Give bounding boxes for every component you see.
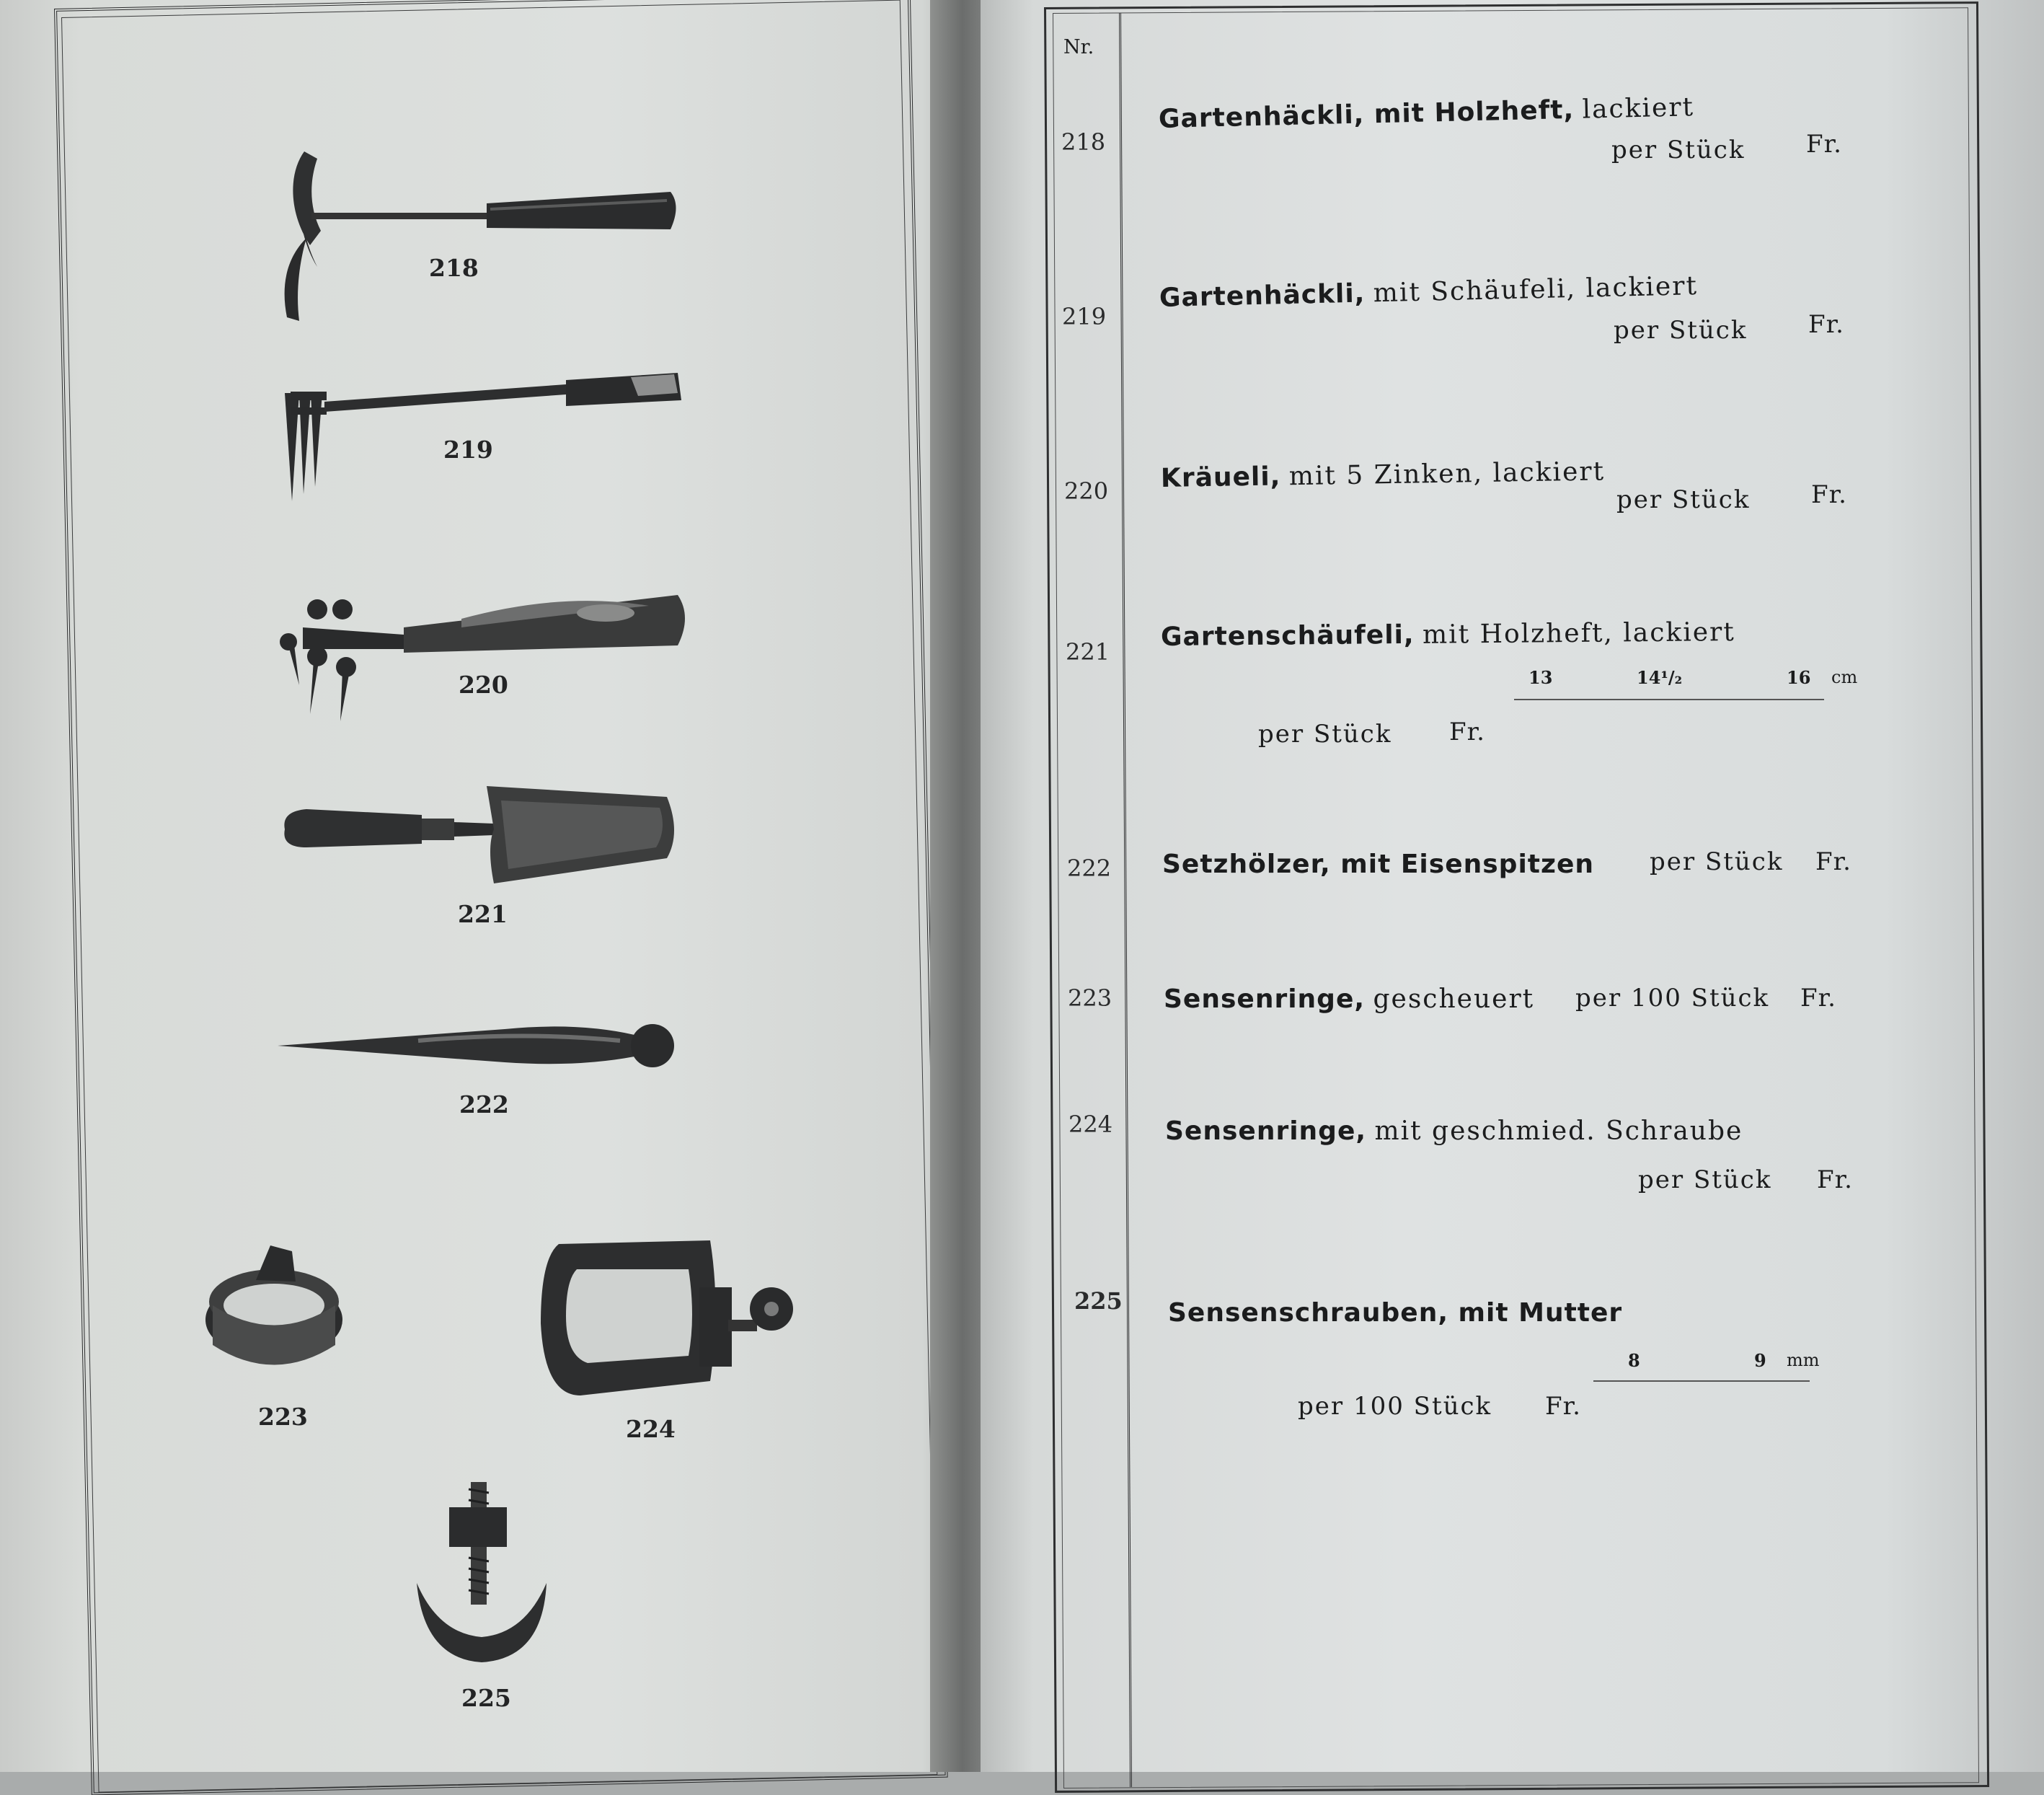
figure-number: 219 bbox=[443, 436, 493, 464]
item-name: Gartenhäckli, bbox=[1159, 278, 1366, 313]
item-name: Setzhölzer, mit Eisenspitzen bbox=[1162, 850, 1594, 879]
item-unit: per 100 Stück bbox=[1575, 984, 1770, 1013]
item-currency: Fr. bbox=[1815, 847, 1851, 876]
item-name: Sensenringe, bbox=[1164, 984, 1366, 1014]
figure-number: 220 bbox=[459, 671, 508, 699]
item-currency: Fr. bbox=[1811, 480, 1847, 509]
item-unit: per Stück bbox=[1614, 316, 1748, 345]
figure-number: 224 bbox=[626, 1415, 676, 1443]
item-name: Kräueli, bbox=[1160, 462, 1281, 493]
item-name: Gartenhäckli, mit Holzheft, bbox=[1158, 94, 1575, 134]
item-number: 221 bbox=[1066, 638, 1110, 666]
item-currency: Fr. bbox=[1808, 310, 1844, 339]
scythe-ring-224-illustration bbox=[537, 1230, 800, 1406]
item-name: Sensenringe, bbox=[1165, 1116, 1367, 1146]
item-title bbox=[1164, 984, 1534, 1014]
item-unit: per Stück bbox=[1616, 485, 1751, 514]
size-row bbox=[1593, 1350, 1853, 1386]
figure-number: 223 bbox=[258, 1403, 308, 1431]
right-page bbox=[981, 0, 2044, 1772]
item-number: 219 bbox=[1062, 303, 1107, 330]
item-number: 220 bbox=[1064, 477, 1109, 505]
trowel-221-illustration bbox=[278, 779, 696, 901]
size-unit: mm bbox=[1787, 1350, 1820, 1370]
item-currency: Fr. bbox=[1449, 718, 1485, 746]
item-unit: per Stück bbox=[1611, 136, 1746, 164]
size-value: 9 bbox=[1754, 1350, 1766, 1371]
size-value: 16 bbox=[1787, 667, 1811, 688]
size-row bbox=[1514, 667, 1871, 707]
size-rule bbox=[1593, 1380, 1810, 1382]
hoe-218-illustration bbox=[267, 144, 685, 325]
figure-number: 225 bbox=[461, 1684, 511, 1712]
item-detail: mit Schäufeli, lackiert bbox=[1373, 271, 1699, 309]
item-number: 225 bbox=[1074, 1287, 1123, 1315]
item-detail: gescheuert bbox=[1373, 984, 1535, 1014]
item-number: 224 bbox=[1069, 1111, 1113, 1138]
figure-number: 222 bbox=[459, 1090, 509, 1119]
item-detail: mit 5 Zinken, lackiert bbox=[1288, 457, 1606, 492]
item-number: 222 bbox=[1067, 855, 1112, 882]
item-detail: lackiert bbox=[1582, 92, 1695, 125]
item-detail: mit geschmied. Schraube bbox=[1374, 1116, 1743, 1146]
item-unit: per Stück bbox=[1650, 847, 1784, 876]
item-title bbox=[1162, 850, 1594, 879]
number-column-header: Nr. bbox=[1063, 36, 1094, 58]
item-currency: Fr. bbox=[1800, 984, 1836, 1013]
item-title bbox=[1165, 1116, 1743, 1146]
item-detail: mit Holzheft, lackiert bbox=[1422, 617, 1735, 650]
size-value: 14¹/₂ bbox=[1637, 667, 1683, 688]
size-value: 13 bbox=[1528, 667, 1553, 688]
item-currency: Fr. bbox=[1817, 1165, 1853, 1194]
figure-number: 221 bbox=[458, 900, 508, 928]
item-currency: Fr. bbox=[1545, 1392, 1581, 1421]
size-value: 8 bbox=[1628, 1350, 1640, 1371]
scythe-screw-225-illustration bbox=[410, 1478, 554, 1666]
item-unit: per 100 Stück bbox=[1298, 1392, 1492, 1421]
item-title bbox=[1168, 1298, 1622, 1328]
item-name: Gartenschäufeli, bbox=[1160, 619, 1415, 652]
item-title bbox=[1161, 617, 1735, 652]
cultivator-220-illustration bbox=[274, 584, 692, 728]
right-page-frame-inner bbox=[1053, 7, 1979, 1789]
dibber-222-illustration bbox=[274, 1013, 678, 1078]
scythe-ring-223-illustration bbox=[202, 1237, 353, 1388]
left-page bbox=[0, 0, 1002, 1772]
size-unit: cm bbox=[1831, 667, 1858, 687]
figure-number: 218 bbox=[429, 254, 479, 282]
item-name: Sensenschrauben, mit Mutter bbox=[1168, 1298, 1623, 1328]
item-unit: per Stück bbox=[1258, 720, 1392, 749]
item-number: 218 bbox=[1061, 128, 1106, 156]
item-unit: per Stück bbox=[1638, 1165, 1772, 1194]
item-number: 223 bbox=[1068, 984, 1112, 1012]
size-rule bbox=[1514, 699, 1824, 700]
item-currency: Fr. bbox=[1806, 130, 1842, 159]
